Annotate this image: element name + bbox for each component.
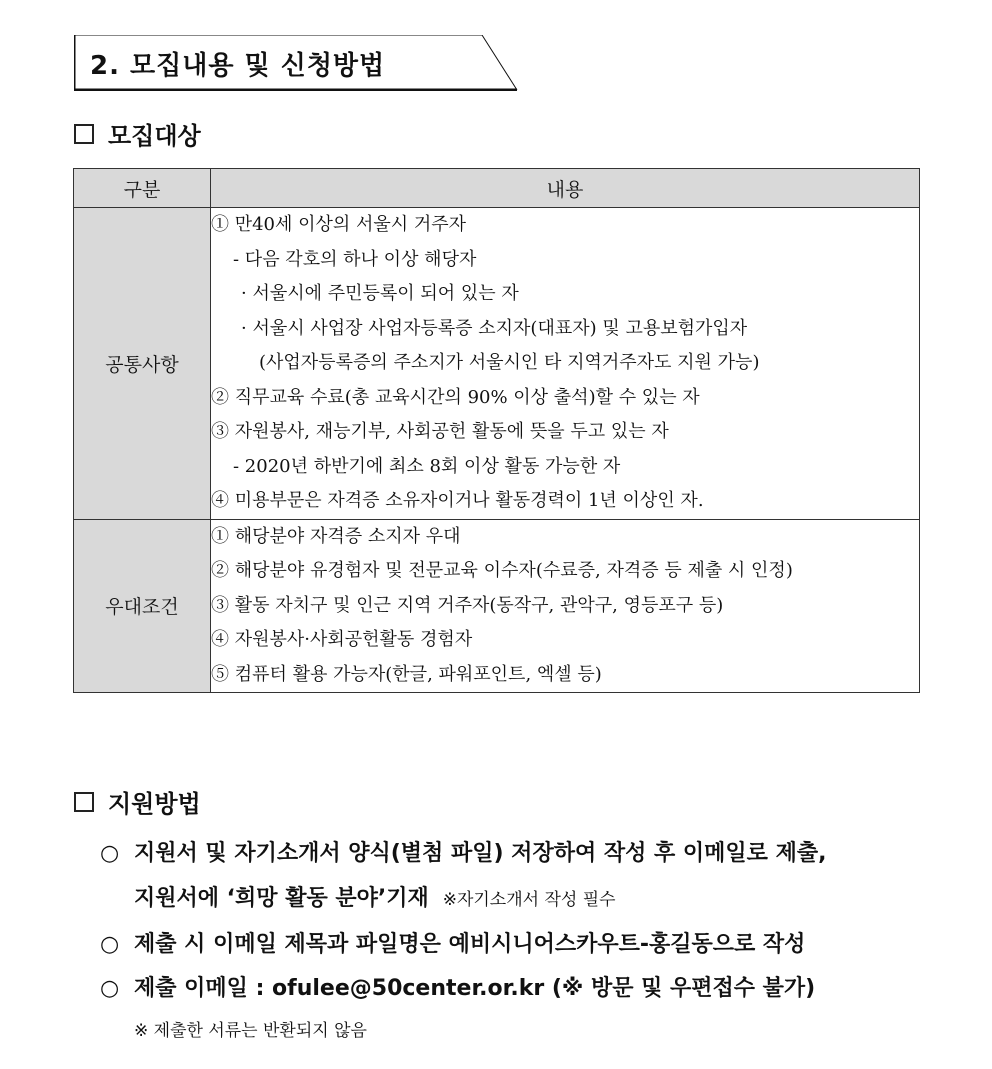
row-label-preference: 우대조건: [74, 519, 211, 693]
list-item: [100, 832, 940, 876]
list-item: ② 직무교육 수료(총 교육시간의 90% 이상 출석)할 수 있는 자: [211, 386, 700, 408]
list-item: [100, 967, 940, 1011]
checkbox-square-icon: [74, 124, 94, 144]
circle-bullet-icon: ○: [100, 932, 120, 957]
list-item: ⑤ 컴퓨터 활용 가능자(한글, 파워포인트, 엑셀 등): [211, 663, 602, 685]
subheading-target: [74, 116, 201, 151]
list-item: - 다음 각호의 하나 이상 해당자: [233, 248, 477, 270]
circle-bullet-icon: ○: [100, 976, 120, 1001]
list-item: (사업자등록증의 주소지가 서울시인 타 지역거주자도 지원 가능): [259, 352, 760, 373]
apply-item-1-line2: 지원서에 ‘희망 활동 분야’기재: [134, 886, 429, 911]
row-content-common: [211, 208, 920, 520]
apply-item-3-email: 제출 이메일 : ofulee@50center.or.kr (※ 방문 및 우편접수 불가): [134, 976, 816, 1001]
list-item: ② 해당분야 유경험자 및 전문교육 이수자(수료증, 자격증 등 제출 시 인정): [211, 560, 793, 581]
list-item: · 서울시에 주민등록이 되어 있는 자: [241, 283, 519, 304]
list-item: ③ 자원봉사, 재능기부, 사회공헌 활동에 뜻을 두고 있는 자: [211, 421, 669, 442]
checkbox-square-icon: [74, 792, 94, 812]
section-header: [74, 35, 518, 91]
list-item: ③ 활동 자치구 및 인근 지역 거주자(동작구, 관악구, 영등포구 등): [211, 594, 724, 616]
footnote: ※ 제출한 서류는 반환되지 않음: [134, 1021, 367, 1041]
row-content-preference: [211, 519, 920, 693]
apply-item-1-note: ※자기소개서 작성 필수: [442, 890, 616, 910]
list-item: ① 만40세 이상의 서울시 거주자: [211, 214, 467, 235]
col-header-category: 구분: [74, 169, 211, 208]
row-label-common: 공통사항: [74, 208, 211, 520]
recruit-table: [73, 168, 920, 693]
list-item: ① 해당분야 자격증 소지자 우대: [211, 525, 461, 547]
apply-item-1-continued: [100, 876, 940, 923]
list-item: ④ 미용부문은 자격증 소유자이거나 활동경력이 1년 이상인 자.: [211, 490, 704, 511]
list-item: ④ 자원봉사·사회공헌활동 경험자: [211, 629, 473, 650]
apply-item-1: 지원서 및 자기소개서 양식(별첨 파일) 저장하여 작성 후 이메일로 제출,: [134, 841, 827, 866]
table-header-row: [74, 169, 920, 208]
list-item: [100, 923, 940, 967]
apply-method-list: [100, 832, 940, 1051]
table-row-preference: [74, 519, 920, 693]
list-item: · 서울시 사업장 사업자등록증 소지자(대표자) 및 고용보험가입자: [241, 317, 748, 339]
list-item: - 2020년 하반기에 최소 8회 이상 활동 가능한 자: [233, 455, 621, 477]
subheading-apply: [74, 784, 201, 819]
subheading-apply-label: 지원방법: [108, 790, 201, 818]
page-title: 2. 모집내용 및 신청방법: [90, 51, 386, 81]
circle-bullet-icon: ○: [100, 841, 120, 866]
table-row-common: [74, 208, 920, 520]
apply-item-2: 제출 시 이메일 제목과 파일명은 예비시니어스카우트-홍길동으로 작성: [134, 932, 806, 957]
subheading-target-label: 모집대상: [108, 122, 201, 150]
col-header-content: 내용: [211, 169, 920, 208]
